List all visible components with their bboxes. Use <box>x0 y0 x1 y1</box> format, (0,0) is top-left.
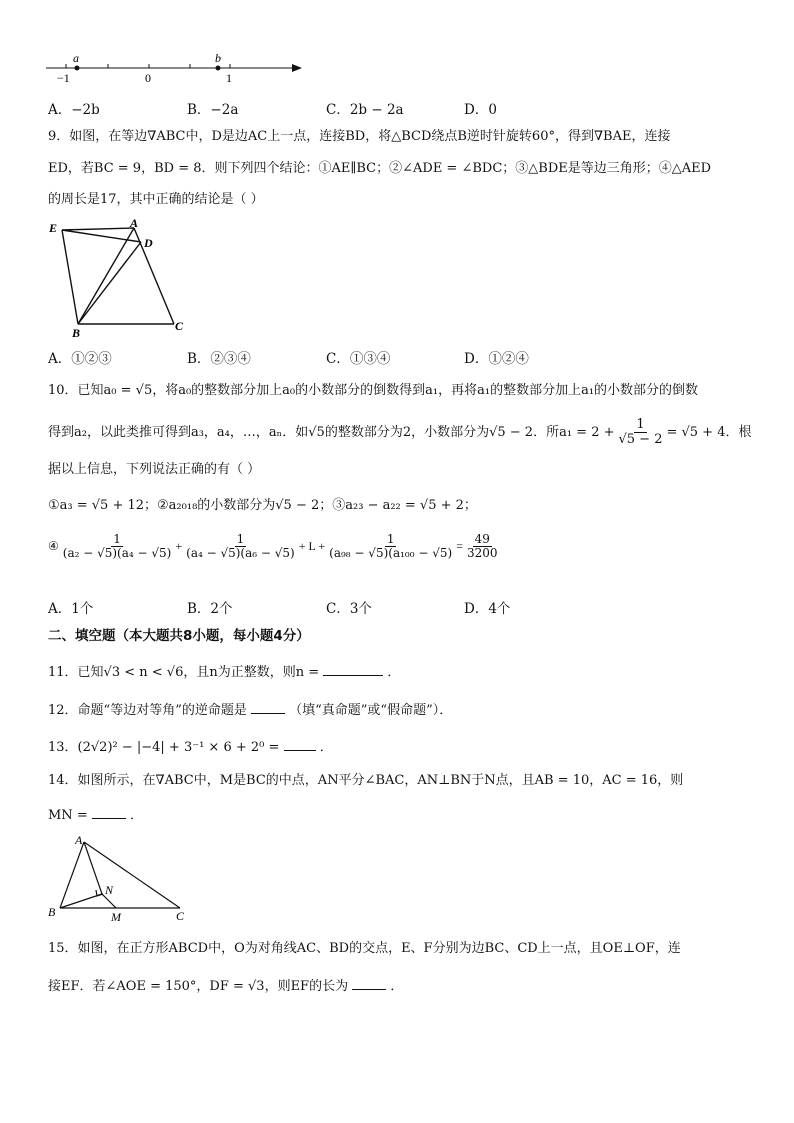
q9-option-b[interactable]: B．②③④ <box>187 351 251 367</box>
q11-answer-blank[interactable] <box>323 663 383 676</box>
q10-line-4: ①a₃ = √5 + 12；②a₂₀₁₈的小数部分为√5 − 2；③a₂₃ − a₂₂ = √5 + 2； <box>48 498 477 513</box>
q9-label-c: C <box>175 319 184 333</box>
q10-term-1-den: (a₂ − √5)(a₄ − √5) <box>62 546 172 561</box>
q12-end: （填“真命题”或“假命题”）． <box>289 703 453 718</box>
q11-text: 11．已知√3 < n < √6，且n为正整数，则n = <box>48 665 320 680</box>
q8-option-c[interactable]: C．2b − 2a <box>326 102 404 118</box>
q10-term-3-num: 1 <box>386 532 395 546</box>
q10-line-2-text-b: = √5 + 4．根 <box>666 425 752 440</box>
q15-line-2 <box>48 977 403 995</box>
q10-line-3: 据以上信息，下列说法正确的有（ ） <box>48 462 261 477</box>
q9-label-d: D <box>144 236 153 250</box>
q8-option-b[interactable]: B．−2a <box>187 102 239 118</box>
q14-line-2 <box>48 806 143 824</box>
q14-label-n: N <box>105 883 114 897</box>
q9-label-e: E <box>49 221 58 235</box>
number-line-figure <box>40 52 310 86</box>
q11-end: ． <box>387 665 401 680</box>
q14-line-2-text: MN = <box>48 808 88 823</box>
q10-option-c[interactable]: C．3个 <box>326 601 372 617</box>
q9-label-b: B <box>72 326 81 340</box>
q9-line-3: 的周长是17，其中正确的结论是（ ） <box>48 192 264 207</box>
q10-rhs <box>465 533 500 560</box>
q10-term-2-num: 1 <box>236 532 245 546</box>
q10-line-5-prefix: ④ <box>48 539 59 554</box>
q9-figure <box>44 216 194 340</box>
q11 <box>48 663 400 681</box>
q9-option-a[interactable]: A．①②③ <box>48 351 112 367</box>
q14-label-a: A <box>75 833 83 847</box>
q15-answer-blank[interactable] <box>352 977 386 990</box>
q15-end: ． <box>390 979 404 994</box>
q10-frac-numerator: 1 <box>636 417 645 432</box>
q9-line-1: 9．如图，在等边∇ABC中，D是边AC上一点，连接BD，将△BCD绕点B逆时针旋转60°，得到∇BAE，连接 <box>48 129 671 144</box>
q10-line-2-text-a: 得到a₂，以此类推可得到a₃，a₄，…，aₙ．如√5的整数部分为2，小数部分为√5 − 2．所a₁ = 2 + <box>48 425 615 440</box>
q10-rhs-num: 49 <box>474 532 490 546</box>
point-a <box>75 66 80 71</box>
q9-label-a: A <box>130 216 139 230</box>
q10-option-d[interactable]: D．4个 <box>464 601 511 617</box>
q10-line-5: ④ $\frac{1}{\text{(a₂ − √5)(a₄ − √5)}}$ + $\frac{1}{\text{(a₄ − √5)(a₆ − √5)}}$ + L + $\frac{1}{\text{(a₉₈ − √5)(a₁₀₀ − √5)}}$ = $\frac{49}{3200}$ <box>48 532 498 561</box>
q15-line-2-text: 接EF．若∠AOE = 150°，DF = √3，则EF的长为 <box>48 979 349 994</box>
section-2-heading: 二、填空题（本大题共8小题，每小题4分） <box>48 628 310 644</box>
q10-rhs-den: 3200 <box>466 546 498 561</box>
q9-option-d[interactable]: D．①②④ <box>464 351 529 367</box>
q10-term-2 <box>184 533 297 560</box>
q8-option-a[interactable]: A．−2b <box>48 102 100 118</box>
q14-label-b: B <box>48 905 56 919</box>
q10-frac-denominator: √5 − 2 <box>618 432 663 448</box>
q14-line-1: 14．如图所示，在∇ABC中，M是BC的中点，AN平分∠BAC，AN⊥BN于N点，且AB = 10，AC = 16，则 <box>48 773 684 788</box>
q13 <box>48 738 333 756</box>
tick-label-1: 1 <box>226 71 232 85</box>
q9-option-c[interactable]: C．①③④ <box>326 351 391 367</box>
q10-option-b[interactable]: B．2个 <box>187 601 233 617</box>
q15-line-1: 15．如图，在正方形ABCD中，O为对角线AC、BD的交点，E、F分别为边BC、CD上一点，且OE⊥OF，连 <box>48 941 681 956</box>
point-b <box>216 66 221 71</box>
q10-ellipsis: + L + <box>298 539 326 554</box>
q13-end: ． <box>319 740 333 755</box>
label-a: a <box>73 52 79 65</box>
q10-term-3 <box>327 533 454 560</box>
q14-label-c: C <box>176 909 185 922</box>
q10-term-1-num: 1 <box>113 532 121 546</box>
q9-line-2: ED，若BC = 9，BD = 8．则下列四个结论：①AE∥BC；②∠ADE = ∠BDC；③△BDE是等边三角形；④△AED <box>48 161 712 176</box>
q12-answer-blank[interactable] <box>251 701 285 714</box>
q14-end: ． <box>130 808 144 823</box>
q14-answer-blank[interactable] <box>92 806 126 819</box>
q13-text: 13．(2√2)² − |−4| + 3⁻¹ × 6 + 2⁰ = <box>48 740 280 755</box>
q10-term-3-den: (a₉₈ − √5)(a₁₀₀ − √5) <box>329 546 453 561</box>
q13-answer-blank[interactable] <box>284 738 316 751</box>
q12-text: 12．命题“等边对等角”的逆命题是 <box>48 703 247 718</box>
q10-term-2-den: (a₄ − √5)(a₆ − √5) <box>186 546 295 561</box>
q10-option-a[interactable]: A．1个 <box>48 601 94 617</box>
q10-line-1: 10．已知a₀ = √5，将a₀的整数部分加上a₀的小数部分的倒数得到a₁，再将a₁的整数部分加上a₁的小数部分的倒数 <box>48 383 699 398</box>
q14-label-m: M <box>111 910 121 922</box>
q14-figure <box>44 830 194 922</box>
q12 <box>48 701 452 719</box>
q10-term-1 <box>61 533 174 560</box>
tick-label-minus-1: −1 <box>57 71 70 85</box>
q8-option-d[interactable]: D．0 <box>464 102 497 118</box>
q10-line-2-fraction <box>616 418 664 448</box>
tick-label-0: 0 <box>145 71 151 85</box>
label-b: b <box>215 52 221 65</box>
q10-line-2 <box>48 418 751 448</box>
